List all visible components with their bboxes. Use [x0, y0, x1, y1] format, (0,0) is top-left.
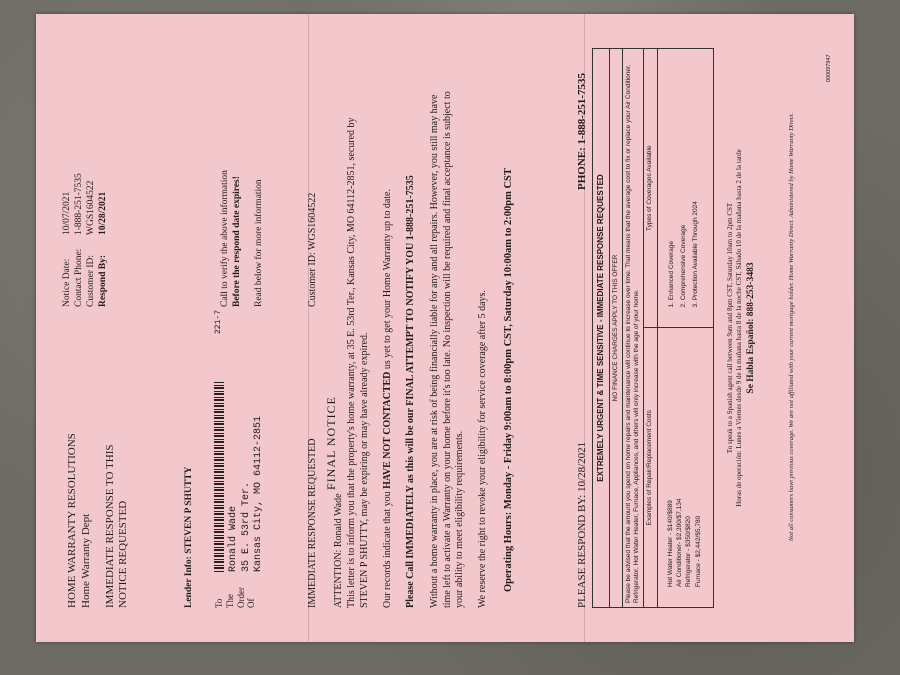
coverage-item: 3. Protection Available Through 2024 [692, 201, 700, 308]
paragraph-2 [382, 88, 395, 608]
paragraph-3: Please Call IMMEDIATELY as this will be our FINAL ATTEMPT TO NOTIFY YOU 1-888-251-7535 [405, 175, 416, 608]
coverages-list [657, 49, 714, 329]
costs-header: Examples of Repair/Replacement Costs [644, 328, 657, 608]
cost-item: Furnace - $2,442/$5,780 [694, 515, 702, 587]
customer-id-value: WGS1604522 [85, 180, 96, 235]
paragraph-4: Without a home warranty in place, you are at risk of being financially liable for any and all repairs. However, you still may have time left to activate a Warranty on your home before it's too late. No inspection will be required and final acceptance is subject to your ability to meet eligibility requirements. [429, 91, 465, 608]
paragraph-1: This letter is to inform you that the property's home warranty, at 35 E. 53rd Ter., Kansas City, MO 64112-2851, secured by STEVEN P SHUTTY, may be expiring or may have already expired. [346, 117, 370, 608]
call-line: Call to verify the above information [220, 170, 230, 307]
recipient-name: Ronald Wade [228, 505, 239, 572]
section-customer-id: Customer ID: WGS1604522 [307, 192, 318, 307]
letter-paper [36, 14, 854, 642]
dept-name: Home Warranty Dept [79, 513, 92, 608]
recipient-city: Kansas City, MO 64112-2851 [253, 415, 264, 572]
contact-phone-value: 1-888-251-7535 [73, 173, 84, 235]
recipient-street: 35 E. 53rd Ter. [240, 481, 252, 572]
section-requested: IMMEDIATE RESPONSE REQUESTED [307, 438, 318, 608]
cost-item: Hot Water Heater - $140/$889 [666, 500, 674, 587]
mail-code: 221-7 [214, 309, 223, 334]
notice-info-row [62, 173, 74, 307]
customer-id-label: Customer ID: [85, 255, 96, 307]
rotated-letter [36, 14, 854, 642]
no-finance: NO FINANCE CHARGES APPLY TO THIS OFFER [610, 49, 623, 608]
mailing-address [228, 416, 266, 572]
p2-pre: Our records indicate that you [382, 488, 393, 608]
spanish-line-2: Horas de operación: Lunes a Viernes desde 9 de la mañana hasta 8 de la noche CST, Sábado 10 de la mañana hasta 2 de la tarde [734, 149, 743, 507]
cost-item: Refrigerator - $350/$820 [685, 516, 693, 587]
p2-bold: HAVE NOT CONTACTED [382, 371, 393, 489]
advice-text: Please be advised that the amount you spend on home repairs and maintenance will continue to increase over time. That means that the average cost to fix or replace your Air Conditioner, Refrigerator, Hot Water Heater, Furnace, Appliances, and others will only increase with the age of your home. [623, 49, 644, 608]
spanish-line-1: To speak to a Spanish agent call between 9am and 8pm CST, Saturday 10am to 2pm CST [726, 202, 734, 454]
final-notice-title: FINAL NOTICE [324, 396, 338, 490]
respond-by-label: Respond By: [97, 255, 108, 307]
p2-post: us yet to get your Home Warranty up to date. [382, 189, 393, 372]
call-to-verify [220, 170, 266, 307]
paragraph-5: We reserve the right to revoke your eligibility for service coverage after 5 days. [477, 290, 488, 608]
read-below: Read below for more information [253, 179, 264, 307]
se-habla-espanol: Se Habla Español: 888-253-3483 [745, 262, 756, 394]
costs-list [657, 328, 714, 608]
cost-item: Air Conditioner- $2,390/$7,134 [675, 498, 683, 587]
operating-hours: Operating Hours: Monday - Friday 9:00am to 8:00pm CST, Saturday 10:00am to 2:00pm CST [503, 168, 514, 592]
spanish-info [726, 48, 757, 608]
to-labels [214, 587, 257, 608]
urgent-heading: EXTREMELY URGENT & TIME SENSITIVE - IMMEDIATE RESPONSE REQUESTED [593, 49, 610, 608]
call-line-bold: Before the respond date expires! [231, 176, 242, 307]
attention-line: ATTENTION: Ronald Wade [333, 493, 344, 608]
contact-phone-label: Contact Phone: [73, 248, 84, 307]
coverage-table [592, 48, 714, 608]
notice-date-label: Notice Date: [62, 258, 72, 307]
coverage-item: 2. Comprehensive Coverage [679, 224, 687, 308]
side-code: 000097947 [826, 54, 832, 82]
to-label: Order [235, 587, 246, 608]
company-name: HOME WARRANTY RESOLUTIONS [66, 433, 78, 608]
respond-by-value: 10/28/2021 [97, 191, 108, 235]
immediate-line-2: NOTICE REQUESTED [117, 500, 130, 608]
notice-info-row [86, 173, 98, 307]
notice-info-row [98, 173, 110, 307]
phone-footer: PHONE: 1-888-251-7535 [576, 72, 588, 190]
notice-info [62, 173, 110, 307]
disclaimer: Not all consumers have previous coverage. We are not affiliated with your current mortgage holder. Home Warranty Direct. Administered by Home Warranty Direct. [788, 112, 795, 542]
lender-info: Lender Info: STEVEN P SHUTTY [184, 466, 194, 608]
immediate-line-1: IMMEDIATE RESPONSE TO THIS [103, 444, 116, 608]
coverages-header: Types of Coverages Available [644, 49, 657, 329]
coverage-item: 1. Enhanced Coverage [667, 241, 675, 308]
notice-date-value: 10/07/2021 [62, 191, 72, 235]
sender-block [66, 433, 131, 608]
to-label: Of [246, 598, 257, 608]
to-label: The [224, 594, 235, 608]
notice-info-row [74, 173, 86, 307]
respond-by-footer: PLEASE RESPOND BY: 10/28/2021 [576, 441, 588, 608]
to-label: To [214, 598, 224, 608]
postal-barcode [214, 382, 224, 572]
